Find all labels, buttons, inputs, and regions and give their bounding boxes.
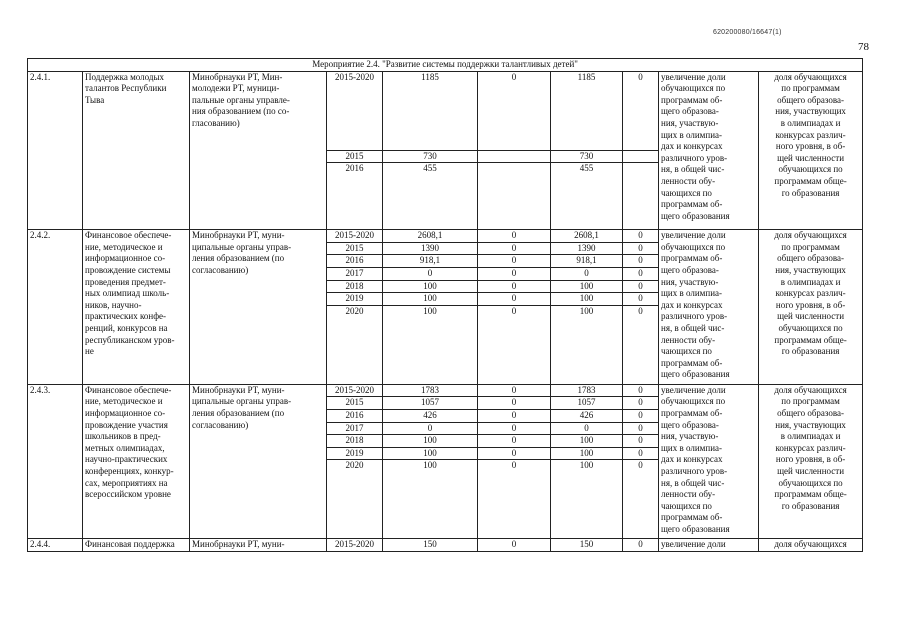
executor: Минобрнауки РТ, муни- ципальные органы управ- ления образованием (по согласованию) xyxy=(190,384,327,539)
total-amount: 455 xyxy=(383,163,478,230)
republic-budget: 1390 xyxy=(551,242,623,255)
executor: Минобрнауки РТ, муни- ципальные органы управ- ления образованием (по согласованию) xyxy=(190,230,327,385)
section-title-row xyxy=(28,59,863,72)
section-title: Мероприятие 2.4. "Развитие системы поддержки талантливых детей" xyxy=(28,59,863,72)
period: 2020 xyxy=(327,460,383,539)
table-row xyxy=(28,384,863,397)
federal-budget: 0 xyxy=(478,267,551,280)
total-amount: 100 xyxy=(383,280,478,293)
period: 2015-2020 xyxy=(327,71,383,150)
federal-budget xyxy=(478,150,551,163)
period: 2015-2020 xyxy=(327,384,383,397)
indicator: увеличение доли xyxy=(659,539,759,552)
other-sources xyxy=(623,163,659,230)
measure-name: Финансовая поддержка xyxy=(83,539,190,552)
other-sources: 0 xyxy=(623,230,659,243)
table-row xyxy=(28,71,863,150)
expected-result: доля обучающихся по программам общего образова- ния, участвующих в олимпиадах и конкурсах различ- ного уровня, в об- щей численности обучающихся по программам обще- го образования xyxy=(759,230,863,385)
federal-budget: 0 xyxy=(478,242,551,255)
period: 2018 xyxy=(327,435,383,448)
federal-budget: 0 xyxy=(478,384,551,397)
period: 2015 xyxy=(327,242,383,255)
republic-budget: 100 xyxy=(551,305,623,384)
federal-budget: 0 xyxy=(478,409,551,422)
other-sources: 0 xyxy=(623,397,659,410)
total-amount: 426 xyxy=(383,409,478,422)
period: 2016 xyxy=(327,163,383,230)
period: 2018 xyxy=(327,280,383,293)
period: 2016 xyxy=(327,255,383,268)
republic-budget: 0 xyxy=(551,422,623,435)
other-sources: 0 xyxy=(623,293,659,306)
federal-budget: 0 xyxy=(478,460,551,539)
other-sources: 0 xyxy=(623,460,659,539)
indicator: увеличение доли обучающихся по программам об- щего образова- ния, участвую- щих в олимпиа- дах и конкурсах различного уров- ня, в общей чис- ленности обу- чающихся по программам об- щего образования xyxy=(659,230,759,385)
measure-name: Финансовое обеспече- ние, методическое и информационное со- провождение участия школьников в пред- метных олимпиадах, научно-практических конференциях, конкур- сах, мероприятиях на всероссийском уровне xyxy=(83,384,190,539)
federal-budget: 0 xyxy=(478,71,551,150)
republic-budget: 426 xyxy=(551,409,623,422)
federal-budget: 0 xyxy=(478,255,551,268)
total-amount: 100 xyxy=(383,447,478,460)
period: 2016 xyxy=(327,409,383,422)
executor: Минобрнауки РТ, Мин- молодежи РТ, муници- пальные органы управле- ния образованием (по со- гласованию) xyxy=(190,71,327,230)
total-amount: 1390 xyxy=(383,242,478,255)
period: 2020 xyxy=(327,305,383,384)
document-number: 620200080/16647(1) xyxy=(713,29,782,36)
republic-budget: 150 xyxy=(551,539,623,552)
table-row xyxy=(28,230,863,243)
other-sources: 0 xyxy=(623,255,659,268)
other-sources: 0 xyxy=(623,422,659,435)
total-amount: 730 xyxy=(383,150,478,163)
total-amount: 100 xyxy=(383,435,478,448)
expected-result: доля обучающихся по программам общего образова- ния, участвующих в олимпиадах и конкурсах различ- ного уровня, в об- щей численности обучающихся по программам обще- го образования xyxy=(759,384,863,539)
republic-budget: 100 xyxy=(551,460,623,539)
executor: Минобрнауки РТ, муни- xyxy=(190,539,327,552)
republic-budget: 730 xyxy=(551,150,623,163)
period: 2019 xyxy=(327,293,383,306)
program-table xyxy=(27,58,863,552)
measure-name: Поддержка молодых талантов Республики Тыва xyxy=(83,71,190,230)
total-amount: 1783 xyxy=(383,384,478,397)
total-amount: 1185 xyxy=(383,71,478,150)
indicator: увеличение доли обучающихся по программам об- щего образова- ния, участвую- щих в олимпиа- дах и конкурсах различного уров- ня, в общей чис- ленности обу- чающихся по программам об- щего образования xyxy=(659,384,759,539)
measure-name: Финансовое обеспече- ние, методическое и информационное со- провождение системы проведения предмет- ных олимпиад школь- ников, научно- практических конфе- ренций, конкурсов на республиканском уров- не xyxy=(83,230,190,385)
other-sources: 0 xyxy=(623,409,659,422)
republic-budget: 1783 xyxy=(551,384,623,397)
total-amount: 0 xyxy=(383,422,478,435)
total-amount: 100 xyxy=(383,293,478,306)
row-number: 2.4.4. xyxy=(28,539,83,552)
federal-budget: 0 xyxy=(478,397,551,410)
period: 2019 xyxy=(327,447,383,460)
federal-budget: 0 xyxy=(478,280,551,293)
federal-budget: 0 xyxy=(478,539,551,552)
republic-budget: 1057 xyxy=(551,397,623,410)
republic-budget: 1185 xyxy=(551,71,623,150)
republic-budget: 2608,1 xyxy=(551,230,623,243)
federal-budget: 0 xyxy=(478,293,551,306)
other-sources: 0 xyxy=(623,71,659,150)
other-sources: 0 xyxy=(623,539,659,552)
total-amount: 2608,1 xyxy=(383,230,478,243)
total-amount: 150 xyxy=(383,539,478,552)
expected-result: доля обучающихся xyxy=(759,539,863,552)
other-sources: 0 xyxy=(623,242,659,255)
period: 2015-2020 xyxy=(327,230,383,243)
period: 2015 xyxy=(327,397,383,410)
federal-budget xyxy=(478,163,551,230)
republic-budget: 100 xyxy=(551,293,623,306)
federal-budget: 0 xyxy=(478,422,551,435)
period: 2017 xyxy=(327,422,383,435)
period: 2015-2020 xyxy=(327,539,383,552)
period: 2017 xyxy=(327,267,383,280)
republic-budget: 918,1 xyxy=(551,255,623,268)
republic-budget: 100 xyxy=(551,280,623,293)
republic-budget: 0 xyxy=(551,267,623,280)
total-amount: 100 xyxy=(383,305,478,384)
indicator: увеличение доли обучающихся по программам об- щего образова- ния, участвую- щих в олимпиа- дах и конкурсах различного уров- ня, в общей чис- ленности обу- чающихся по программам об- щего образования xyxy=(659,71,759,230)
other-sources: 0 xyxy=(623,384,659,397)
other-sources: 0 xyxy=(623,305,659,384)
other-sources xyxy=(623,150,659,163)
federal-budget: 0 xyxy=(478,305,551,384)
other-sources: 0 xyxy=(623,280,659,293)
other-sources: 0 xyxy=(623,267,659,280)
row-number: 2.4.2. xyxy=(28,230,83,385)
republic-budget: 455 xyxy=(551,163,623,230)
table-row xyxy=(28,539,863,552)
total-amount: 100 xyxy=(383,460,478,539)
total-amount: 1057 xyxy=(383,397,478,410)
period: 2015 xyxy=(327,150,383,163)
republic-budget: 100 xyxy=(551,447,623,460)
expected-result: доля обучающихся по программам общего образова- ния, участвующих в олимпиадах и конкурсах различ- ного уровня, в об- щей численности обучающихся по программам обще- го образования xyxy=(759,71,863,230)
federal-budget: 0 xyxy=(478,447,551,460)
row-number: 2.4.3. xyxy=(28,384,83,539)
other-sources: 0 xyxy=(623,435,659,448)
federal-budget: 0 xyxy=(478,230,551,243)
page-number: 78 xyxy=(858,41,869,53)
federal-budget: 0 xyxy=(478,435,551,448)
republic-budget: 100 xyxy=(551,435,623,448)
row-number: 2.4.1. xyxy=(28,71,83,230)
total-amount: 0 xyxy=(383,267,478,280)
total-amount: 918,1 xyxy=(383,255,478,268)
other-sources: 0 xyxy=(623,447,659,460)
